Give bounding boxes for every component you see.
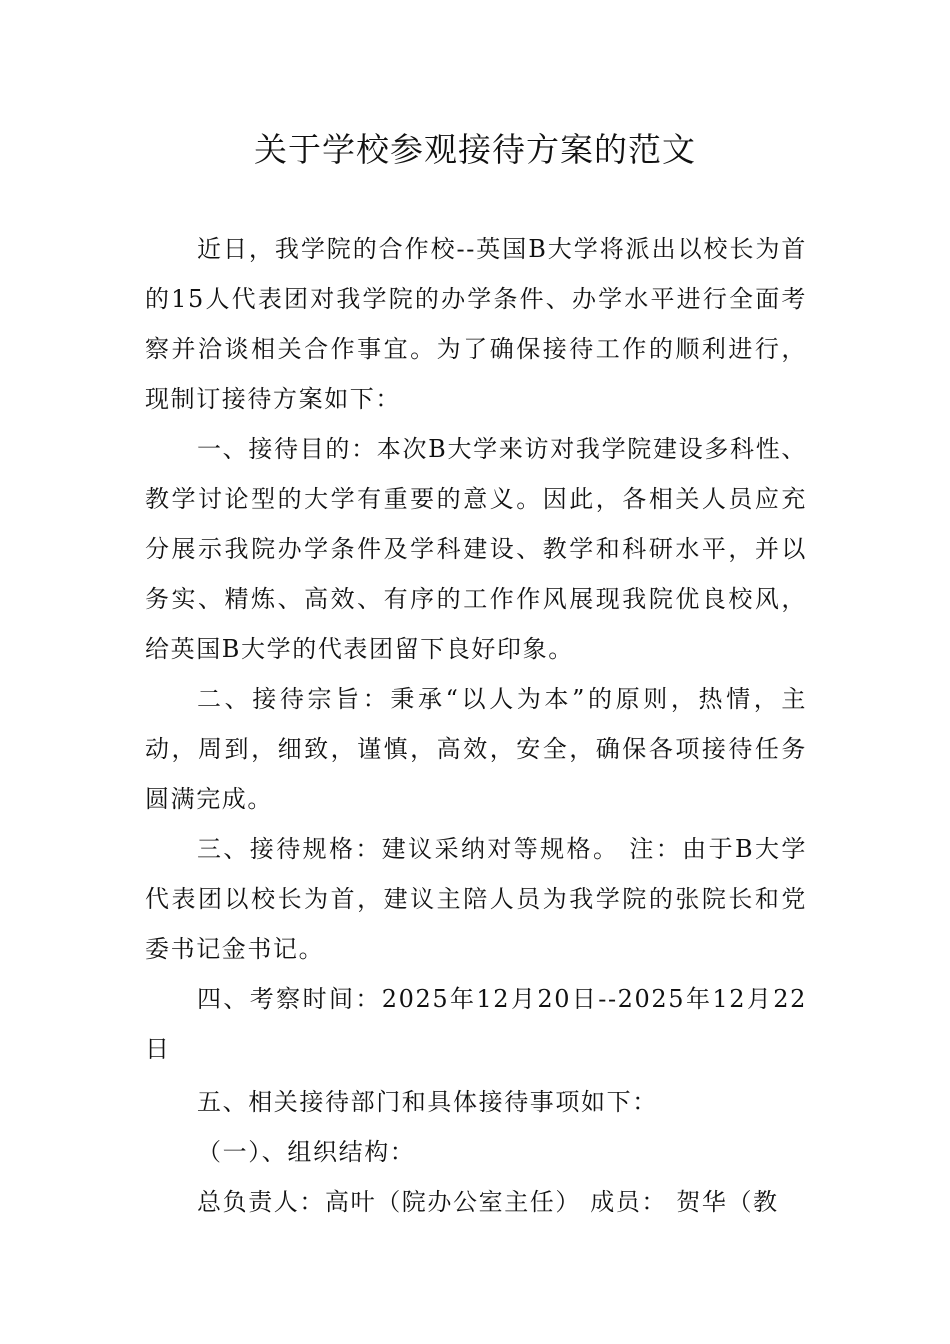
paragraph-principle: 二、接待宗旨：秉承“以人为本”的原则，热情，主动，周到，细致，谨慎，高效，安全，确保各项接待任务圆满完成。 [145,685,807,813]
paragraph-purpose: 一、接待目的：本次B大学来访对我学院建设多科性、教学讨论型的大学有重要的意义。因此，各相关人员应充分展示我院办学条件及学科建设、教学和科研水平，并以务实、精炼、高效、有序的工作作风展现我院优良校风，给英国B大学的代表团留下良好印象。 [145,435,807,663]
document-title: 关于学校参观接待方案的范文 [254,130,696,169]
paragraph-departments: 五、相关接待部门和具体接待事项如下： [197,1088,658,1116]
document-body [145,224,807,1227]
paragraph-intro: 近日，我学院的合作校--英国B大学将派出以校长为首的15人代表团对我学院的办学条件、办学水平进行全面考察并洽谈相关合作事宜。为了确保接待工作的顺利进行，现制订接待方案如下： [145,235,807,413]
paragraph-time: 四、考察时间：2025年12月20日--2025年12月22日 [145,985,807,1063]
paragraph-organization-heading: （一）、组织结构： [197,1138,416,1166]
paragraph-standard: 三、接待规格：建议采纳对等规格。 注：由于B大学代表团以校长为首，建议主陪人员为我学院的张院长和党委书记金书记。 [145,835,807,963]
paragraph-members: 总负责人：高叶（院办公室主任） 成员： 贺华（教 [197,1188,779,1216]
